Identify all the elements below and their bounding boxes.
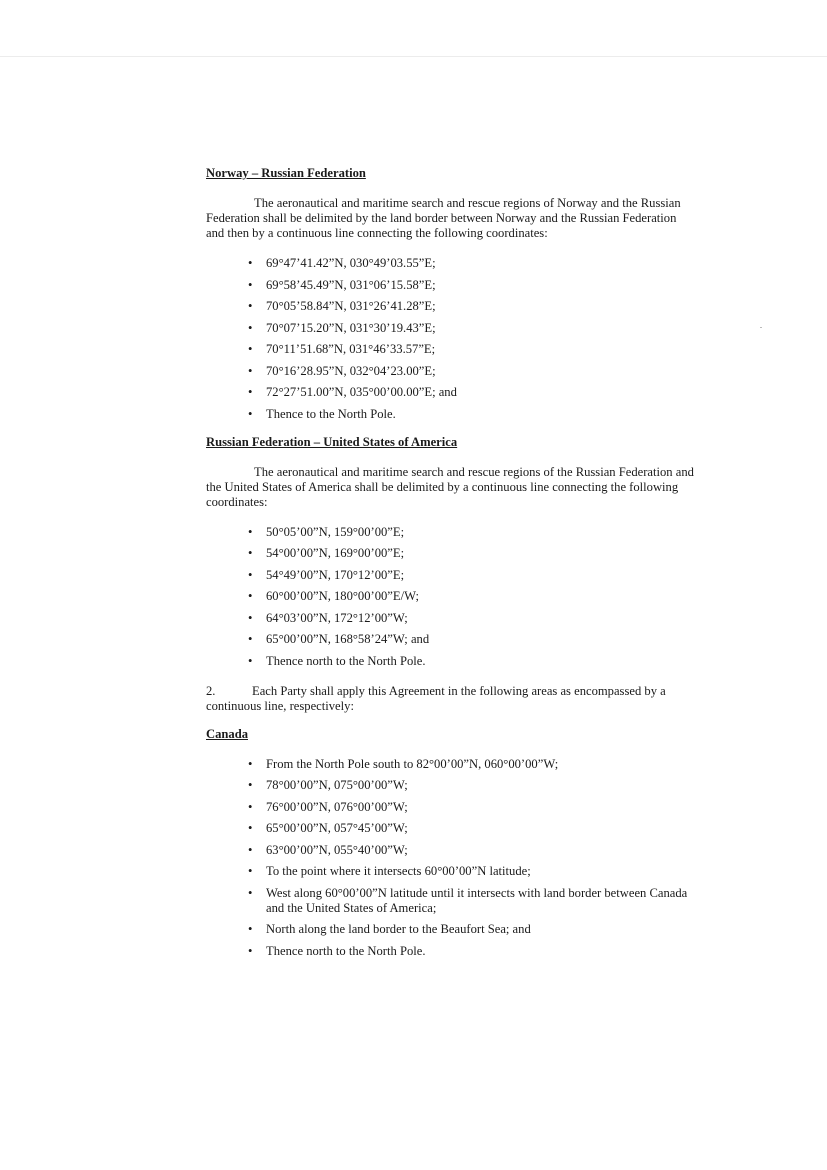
- bullet-icon: •: [248, 610, 253, 625]
- bullet-icon: •: [248, 943, 253, 958]
- bullet-icon: •: [248, 653, 253, 668]
- bullet-icon: •: [248, 256, 253, 270]
- bullet-icon: •: [248, 277, 253, 292]
- section-heading-canada: Canada: [206, 726, 248, 741]
- list-item: • 72°27’51.00”N, 035°00’00.00”E; and: [248, 385, 457, 399]
- bullet-icon: •: [248, 320, 253, 335]
- list-item: • 76°00’00”N, 076°00’00”W;: [248, 799, 408, 814]
- list-item: • 63°00’00”N, 055°40’00”W;: [248, 842, 408, 857]
- bullet-icon: •: [248, 546, 253, 560]
- coordinate-list-russia-usa: [206, 525, 696, 669]
- list-item: • 69°47’41.42”N, 030°49’03.55”E;: [248, 256, 436, 270]
- bullet-icon: •: [248, 342, 253, 356]
- list-item: • Thence to the North Pole.: [248, 406, 396, 421]
- section-paragraph-norway-russia: The aeronautical and maritime search and rescue regions of Norway and the Russian Federation shall be delimited by the land border between Norway and the Russian Federation and then by a continuous line connecting the following coordinates:: [206, 196, 681, 240]
- bullet-icon: •: [248, 778, 253, 792]
- list-item: • North along the land border to the Beaufort Sea; and: [248, 922, 531, 936]
- bullet-icon: •: [248, 632, 253, 646]
- coordinate-list-canada: [206, 757, 696, 959]
- clause-number: 2.: [206, 683, 216, 698]
- list-item: • 65°00’00”N, 057°45’00”W;: [248, 821, 408, 835]
- list-item: • West along 60°00’00”N latitude until it intersects with land border between Canada and the United States of America;: [248, 885, 688, 915]
- list-item: • 65°00’00”N, 168°58’24”W; and: [248, 632, 430, 646]
- bullet-icon: •: [248, 922, 253, 936]
- list-item: • 60°00’00”N, 180°00’00”E/W;: [248, 589, 420, 603]
- scan-speck: [760, 327, 762, 328]
- list-item: • 54°00’00”N, 169°00’00”E;: [248, 546, 405, 560]
- list-item: • 69°58’45.49”N, 031°06’15.58”E;: [248, 277, 436, 292]
- list-item: • 50°05’00”N, 159°00’00”E;: [248, 524, 405, 539]
- clause-text: Each Party shall apply this Agreement in the following areas as encompassed by a continuous line, respectively:: [206, 683, 666, 713]
- list-item: • 78°00’00”N, 075°00’00”W;: [248, 778, 408, 792]
- bullet-icon: •: [248, 821, 253, 835]
- section-paragraph-russia-usa: The aeronautical and maritime search and rescue regions of the Russian Federation and the United States of America shall be delimited by a continuous line connecting the following coordinates:: [206, 464, 694, 509]
- list-item: • 54°49’00”N, 170°12’00”E;: [248, 567, 405, 582]
- scan-edge-line: [0, 56, 827, 57]
- bullet-icon: •: [248, 567, 253, 582]
- list-item: • 70°11’51.68”N, 031°46’33.57”E;: [248, 342, 436, 356]
- list-item: • 70°16’28.95”N, 032°04’23.00”E;: [248, 363, 436, 378]
- bullet-icon: •: [248, 524, 253, 539]
- list-item: • Thence north to the North Pole.: [248, 943, 426, 958]
- bullet-icon: •: [248, 864, 253, 878]
- list-item: • 64°03’00”N, 172°12’00”W;: [248, 610, 408, 625]
- bullet-icon: •: [248, 799, 253, 814]
- list-item: • 70°07’15.20”N, 031°30’19.43”E;: [248, 320, 436, 335]
- bullet-icon: •: [248, 885, 253, 900]
- section-heading-norway-russia: Norway – Russian Federation: [206, 166, 366, 180]
- bullet-icon: •: [248, 406, 253, 421]
- coordinate-list-norway-russia: [206, 256, 696, 422]
- document-body: [206, 166, 696, 959]
- section-heading-russia-usa: Russian Federation – United States of America: [206, 434, 458, 449]
- clause-paragraph: [206, 684, 696, 714]
- bullet-icon: •: [248, 385, 253, 399]
- list-item: • Thence north to the North Pole.: [248, 653, 426, 668]
- bullet-icon: •: [248, 842, 253, 857]
- bullet-icon: •: [248, 363, 253, 378]
- list-item: • 70°05’58.84”N, 031°26’41.28”E;: [248, 299, 436, 313]
- bullet-icon: •: [248, 756, 253, 771]
- list-item: • From the North Pole south to 82°00’00”N, 060°00’00”W;: [248, 756, 559, 771]
- bullet-icon: •: [248, 589, 253, 603]
- bullet-icon: •: [248, 299, 253, 313]
- list-item: • To the point where it intersects 60°00’00”N latitude;: [248, 864, 531, 878]
